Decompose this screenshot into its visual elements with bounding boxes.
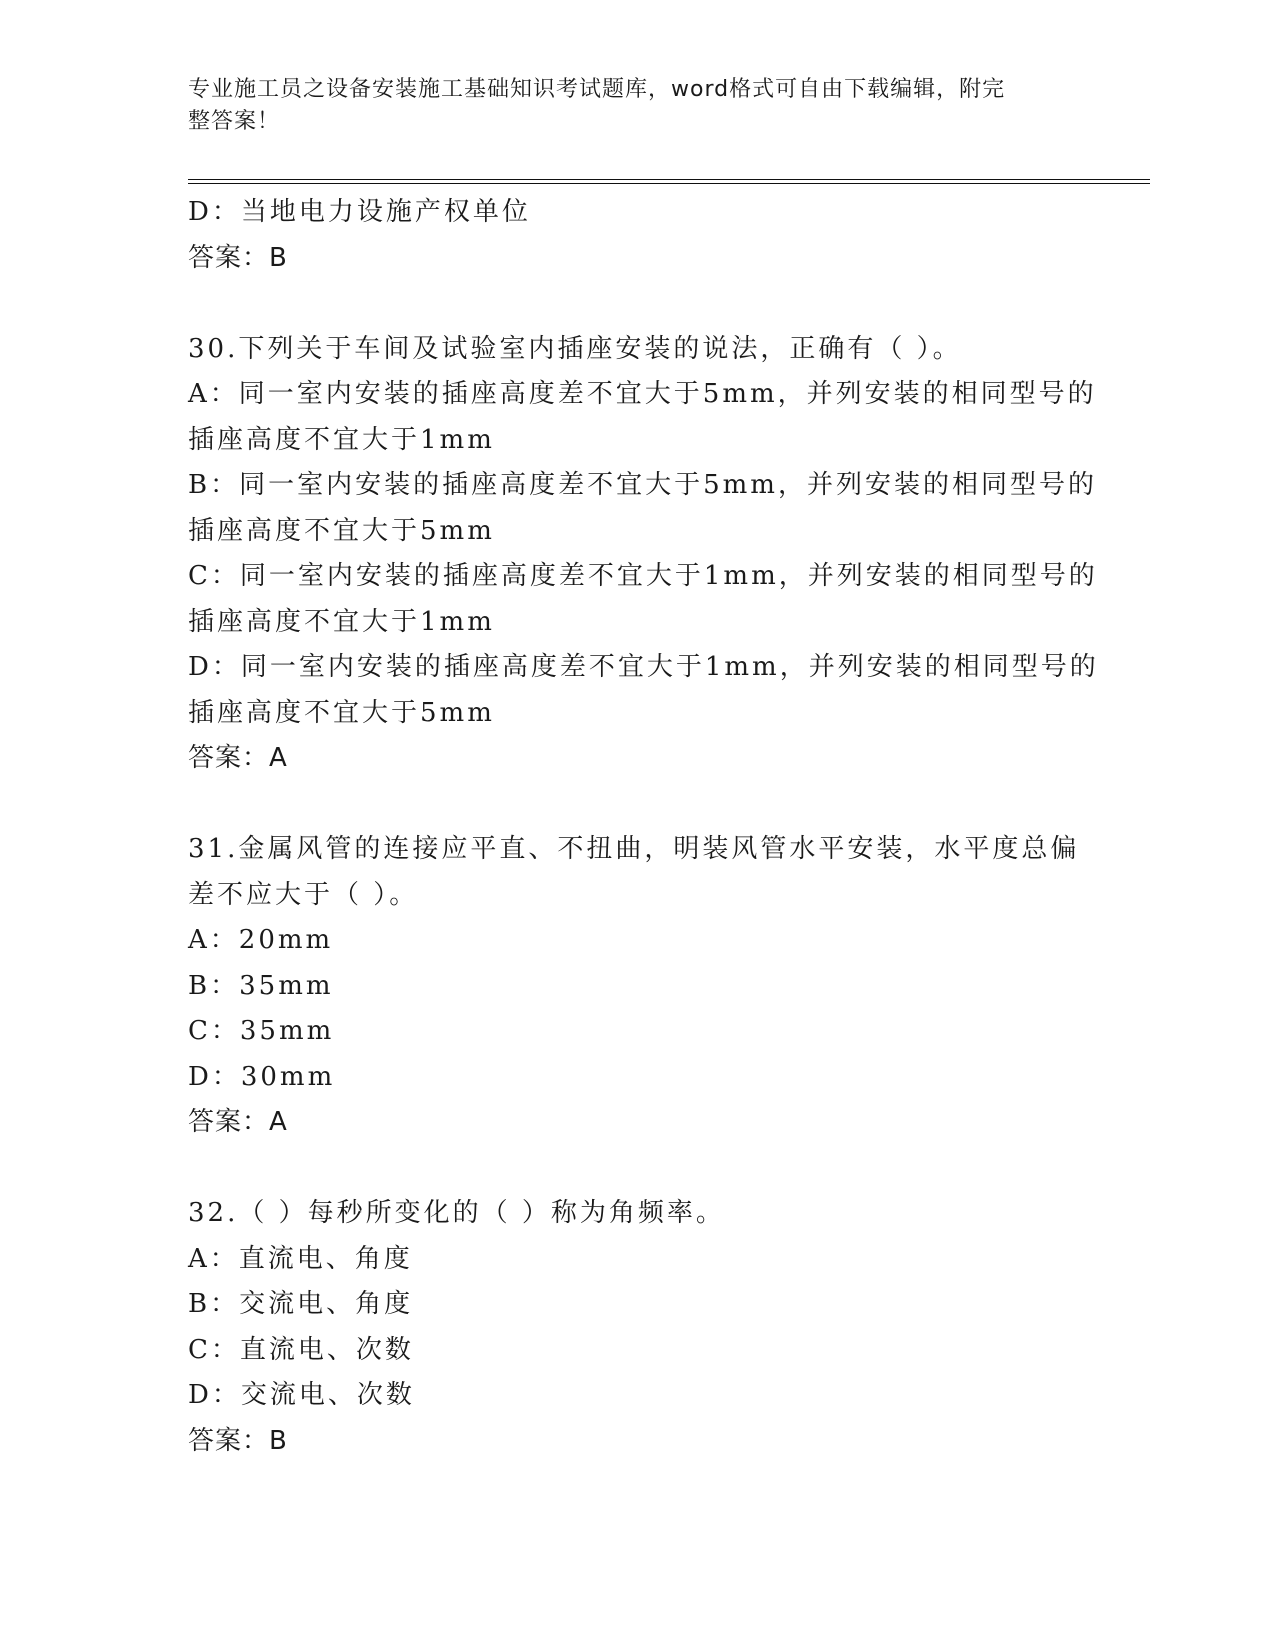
q30-option-b-line1: B：同一室内安装的插座高度差不宜大于5mm，并列安装的相同型号的 [188, 470, 1097, 500]
q32-option-b: B：交流电、角度 [188, 1289, 414, 1319]
q30-option-b-line2: 插座高度不宜大于5mm [188, 515, 495, 546]
q31-stem-line2: 差不应大于（ ）。 [188, 879, 419, 910]
header-line-2: 整答案！ [188, 109, 281, 134]
q30-stem: 30.下列关于车间及试验室内插座安装的说法，正确有（ ）。 [188, 333, 962, 364]
q30-answer: 答案：A [188, 743, 288, 773]
header-line-1: 专业施工员之设备安装施工基础知识考试题库，word格式可自由下载编辑，附完 [188, 77, 1006, 102]
q32-option-a: A：直流电、角度 [188, 1243, 413, 1274]
q30-option-d-line2: 插座高度不宜大于5mm [188, 697, 495, 728]
spacer [188, 281, 1088, 327]
spacer [188, 782, 1088, 828]
q31-option-c: C：35mm [188, 1016, 335, 1046]
q31-option-a: A：20mm [188, 925, 334, 955]
q30-option-a-line1: A：同一室内安装的插座高度差不宜大于5mm，并列安装的相同型号的 [188, 379, 1097, 409]
q32-option-d: D：交流电、次数 [188, 1380, 415, 1410]
q30-option-c-line2: 插座高度不宜大于1mm [188, 606, 495, 637]
q29-answer: 答案：B [188, 242, 288, 273]
header-divider-top [188, 179, 1150, 180]
q30-option-d-line1: D：同一室内安装的插座高度差不宜大于1mm，并列安装的相同型号的 [188, 652, 1099, 682]
q31-option-b: B：35mm [188, 970, 334, 1001]
q31-answer: 答案：A [188, 1107, 288, 1137]
q30-option-c-line1: C：同一室内安装的插座高度差不宜大于1mm，并列安装的相同型号的 [188, 561, 1098, 591]
q31-stem-line1: 31.金属风管的连接应平直、不扭曲，明装风管水平安装，水平度总偏 [188, 834, 1080, 864]
header-divider-bottom [188, 183, 1150, 184]
q30-option-a-line2: 插座高度不宜大于1mm [188, 424, 495, 455]
question-list [188, 190, 1099, 1464]
q32-stem: 32.（ ）每秒所变化的（ ）称为角频率。 [188, 1198, 725, 1228]
q31-option-d: D：30mm [188, 1061, 336, 1092]
q32-answer: 答案：B [188, 1425, 288, 1456]
spacer [188, 1146, 1088, 1192]
q32-option-c: C：直流电、次数 [188, 1334, 414, 1365]
document-header [188, 74, 1068, 138]
q29-option-d: D：当地电力设施产权单位 [188, 197, 531, 227]
